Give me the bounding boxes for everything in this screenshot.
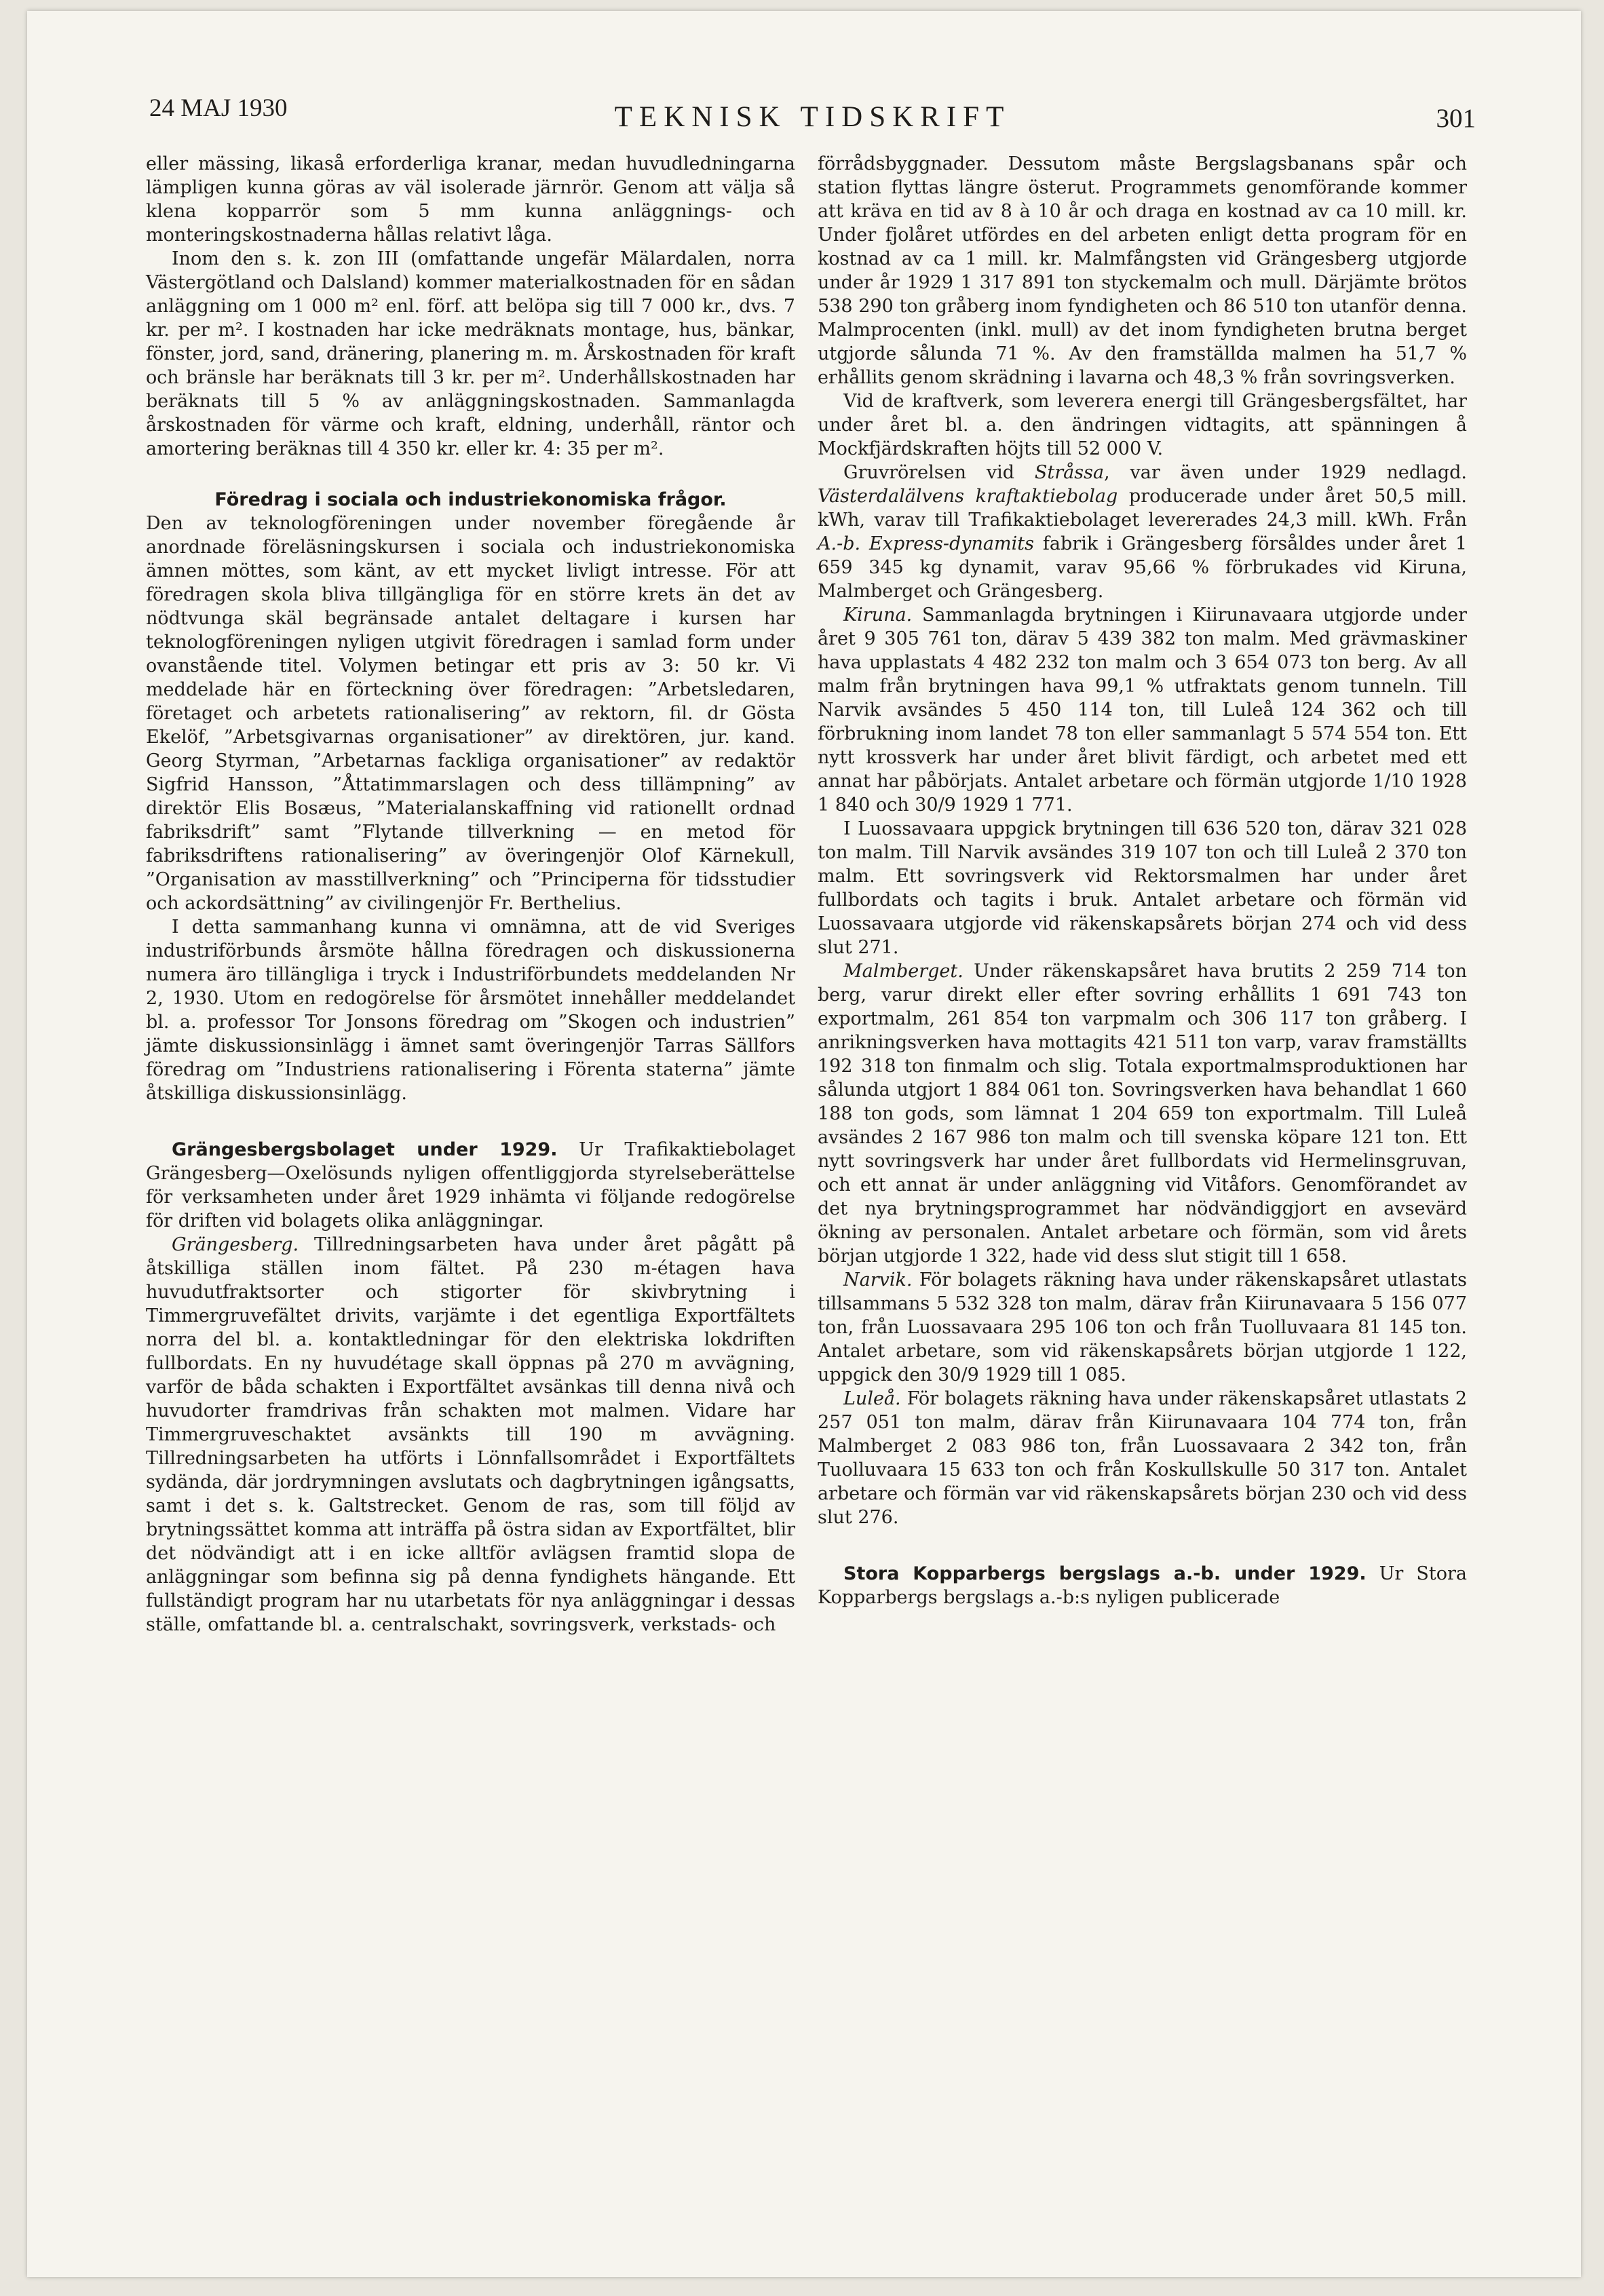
paragraph: Inom den s. k. zon III (omfattande ungefär Mälardalen, norra Västergötland och Dalsland) kommer materialkostnaden för en sådan anläggning om 1 000 m² enl. förf. att belöpa sig till 7 000 kr., dvs. 7 kr. per m². I kostnaden har icke medräknats montage, hus, bänkar, fönster, jord, sand, dränering, planering m. m. Årskostnaden för kraft och bränsle har beräknats till 3 kr. per m². Underhållskostnaden har beräknats till 5 % av anläggningskostnaden. Sammanlagda årskostnaden för värme och kraft, eldning, underhåll, räntor och amortering beräknas till 4 350 kr. eller kr. 4: 35 per m². — [146, 248, 795, 459]
paragraph: Malmberget. Under räkenskapsåret hava brutits 2 259 714 ton berg, varur direkt eller efter sovring erhållits 1 691 743 ton exportmalm, 261 854 ton varpmalm och 306 117 ton gråberg. I anrikningsverken hava mottagits 421 511 ton varp, varav framställts 192 318 ton finmalm och slig. Totala exportmalmsproduktionen har sålunda utgjort 1 884 061 ton. Sovringsverken hava behandlat 1 660 188 ton gods, som lämnat 1 204 659 ton exportmalm. Till Luleå avsändes 2 167 986 ton malm och till svenska köpare 121 ton. Ett nytt sovringsverk har under året fullbordats vid Hermelinsgruvan, och ett annat är under anläggning vid Vitåfors. Genomförandet av det nya brytningsprogrammet har nödvändiggjort en avsevärd ökning av personalen. Antalet arbetare och förmän, som vid årets början utgjorde 1 322, hade vid dess slut stigit till 1 658. — [818, 961, 1467, 1267]
paragraph: Kiruna. Sammanlagda brytningen i Kiirunavaara utgjorde under året 9 305 761 ton, därav 5 439 382 ton malm. Med grävmaskiner hava upplastats 4 482 232 ton malm och 3 654 073 ton berg. Av all malm från brytningen hava 99,1 % utfraktats genom tunneln. Till Narvik avsändes 5 450 114 ton, till Luleå 124 362 och till förbrukning inom landet 78 ton eller sammanlagt 5 574 554 ton. Ett nytt krossverk har under året blivit färdigt, och arbetet med ett annat har påbörjats. Antalet arbetare och förmän utgjorde 1/10 1928 1 840 och 30/9 1929 1 771. — [818, 605, 1467, 816]
paragraph: förrådsbyggnader. Dessutom måste Bergslagsbanans spår och station flyttas längre österut. Programmets genomförande kommer att kräva en tid av 8 à 10 år och draga en kostnad av ca 10 mill. kr. Under fjolåret utfördes en del arbeten enligt detta program för en kostnad av ca 1 mill. kr. Malmfångsten vid Grängesberg utgjorde under år 1929 1 317 891 ton styckemalm och mull. Därjämte brötos 538 290 ton gråberg inom fyndigheten och 86 510 ton utanför denna. Malmprocenten (inkl. mull) av det inom fyndigheten brutna berget utgjorde sålunda 71 %. Av den framställda malmen ha 51,7 % erhållits genom skrädning i lavarna och 48,3 % från sovringsverken. — [818, 153, 1467, 388]
page-number: 301 — [1436, 104, 1476, 133]
paragraph: Stora Kopparbergs bergslags a.-b. under 1929. Ur Stora Kopparbergs bergslags a.-b:s nyligen publicerade — [818, 1563, 1467, 1608]
subheading-lulea: Luleå. — [843, 1388, 901, 1409]
heading-lectures: Föredrag i sociala och industriekonomiska frågor. — [214, 489, 727, 510]
paragraph: eller mässing, likaså erforderliga kranar, medan huvudledningarna lämpligen kunna göras av väl isolerade järnrör. Genom att välja så klena kopparrör som 5 mm kunna anläggnings- och monteringskostnaderna hållas relativt låga. — [146, 153, 795, 246]
paragraph: Den av teknologföreningen under november föregående år anordnade föreläsningskursen i sociala och industriekonomiska ämnen möttes, som känt, av ett mycket livligt intresse. För att föredragen skola bliva tillgängliga för en större krets än det av nödtvunga skäl begränsade antalet deltagare i kursen har teknologföreningen nyligen utgivit föredragen i samlad form under ovanstående titel. Volymen betingar ett pris av 3: 50 kr. Vi meddelade här en förteckning över föredragen: ”Arbetsledaren, företaget och arbetets rationalisering” av rektorn, fil. dr Gösta Ekelöf, ”Arbetsgivarnas organisationer” av direktören, jur. kand. Georg Styrman, ”Arbetarnas fackliga organisationer” av redaktör Sigfrid Hansson, ”Åttatimmarslagen och dess tillämpning” av direktör Elis Bosæus, ”Materialanskaffning vid rationellt ordnad fabriksdrift” samt ”Flytande tillverkning — en metod för fabriksdriftens rationalisering” av överingenjör Olof Kärnekull, ”Organisation av masstillverkning” och ”Principerna för tidsstudier och ackordsättning” av civilingenjör Fr. Berthelius. — [146, 513, 795, 914]
heading-stora-kopparberg: Stora Kopparbergs bergslags a.-b. under 1929. — [843, 1563, 1367, 1584]
page-header — [149, 91, 1476, 145]
issue-date: 24 MAJ 1930 — [149, 94, 288, 122]
journal-page — [27, 11, 1581, 2277]
paragraph: Grängesbergsbolaget under 1929. Ur Trafikaktiebolaget Grängesberg—Oxelösunds nyligen offentliggjorda styrelseberättelse för verksamheten under året 1929 inhämta vi följande redogörelse för driften vid bolagets olika anläggningar. — [146, 1139, 796, 1231]
subheading-grangesberg: Grängesberg. — [172, 1234, 299, 1255]
subheading-narvik: Narvik. — [843, 1269, 913, 1290]
subheading-kiruna: Kiruna. — [843, 605, 913, 626]
journal-title: TEKNISK TIDSKRIFT — [614, 101, 1011, 133]
paragraph: I detta sammanhang kunna vi omnämna, att de vid Sveriges industriförbunds årsmöte hållna föredragen och diskussionerna numera äro tillängliga i tryck i Industriförbundets meddelanden Nr 2, 1930. Utom en redogörelse för årsmötet innehåller meddelandet bl. a. professor Tor Jonsons föredrag om ”Skogen och industrien” jämte diskussionsinlägg i ämnet samt överingenjör Tarras Sällfors föredrag om ”Industriens rationalisering i Förenta staterna” jämte åtskilliga diskussionsinlägg. — [146, 917, 795, 1104]
paragraph: Gruvrörelsen vid Stråssa, var även under 1929 nedlagd. Västerdalälvens kraftaktiebolag producerade under året 50,5 mill. kWh, varav till Trafikaktiebolaget levererades 24,3 mill. kWh. Från A.-b. Express-dynamits fabrik i Grängesberg försåldes under året 1 659 345 kg dynamit, varav 95,66 % förbrukades vid Kiruna, Malmberget och Grängesberg. — [818, 462, 1468, 602]
paragraph: Narvik. För bolagets räkning hava under räkenskapsåret utlastats tillsammans 5 532 328 ton malm, därav från Kiirunavaara 5 156 077 ton, från Luossavaara 295 106 ton och från Tuolluvaara 81 145 ton. Antalet arbetare, som vid räkenskapsårets början utgjorde 1 122, uppgick den 30/9 1929 till 1 085. — [818, 1269, 1467, 1385]
paragraph: Luleå. För bolagets räkning hava under räkenskapsåret utlastats 2 257 051 ton malm, därav från Kiirunavaara 104 774 ton, från Malmberget 2 083 986 ton, från Luossavaara 2 342 ton, från Tuolluvaara 15 633 ton och från Koskullskulle 50 317 ton. Antalet arbetare och förmän var vid räkenskapsårets början 230 och vid dess slut 276. — [818, 1388, 1467, 1528]
paragraph: Vid de kraftverk, som leverera energi till Grängesbergsfältet, har under året bl. a. den ändringen vidtagits, att spänningen å Mockfjärdskraften höjts till 52 000 V. — [818, 391, 1467, 459]
right-column — [818, 152, 1467, 1609]
paragraph: Grängesberg. Tillredningsarbeten hava under året pågått på åtskilliga ställen inom fältet. På 230 m-étagen hava huvudutfraktsorter och stigorter för skivbrytning i Timmergruvefältet drivits, varjämte i det egentliga Exportfältets norra del bl. a. kontaktledningar för den elektriska lokdriften fullbordats. En ny huvudétage skall öppnas på 270 m avvägning, varför de båda schakten i Exportfältet avsänkas till denna nivå och huvudorter framdrivas från schakten mot malmen. Vidare har Timmergruveschaktet avsänkts till 190 m avvägning. Tillredningsarbeten ha utförts i Lönnfallsområdet i Exportfältets sydända, där jordrymningen avslutats och dagbrytningen igångsatts, samt i det s. k. Galtstrecket. Genom de ras, som till följd av brytningssättet komma att inträffa på östra sidan av Exportfältet, blir det nödvändigt att i en icke alltför avlägsen framtid slopa de anläggningar som befinna sig på denna fyndighets hängande. Ett fullständigt program har nu utarbetats för nya anläggningar i dessas ställe, omfattande bl. a. centralschakt, sovringsverk, verkstads- och — [146, 1234, 795, 1635]
paragraph: I Luossavaara uppgick brytningen till 636 520 ton, därav 321 028 ton malm. Till Narvik avsändes 319 107 ton och till Luleå 2 370 ton malm. Ett sovringsverk vid Rektorsmalmen har under året fullbordats och tagits i bruk. Antalet arbetare och förmän vid Luossavaara utgjorde vid räkenskapsårets början 274 och vid dess slut 271. — [818, 818, 1467, 958]
section-heading — [146, 488, 795, 512]
subheading-malmberget: Malmberget. — [843, 961, 963, 982]
left-column — [146, 152, 795, 1637]
heading-grangesberg: Grängesbergsbolaget under 1929. — [172, 1139, 558, 1160]
